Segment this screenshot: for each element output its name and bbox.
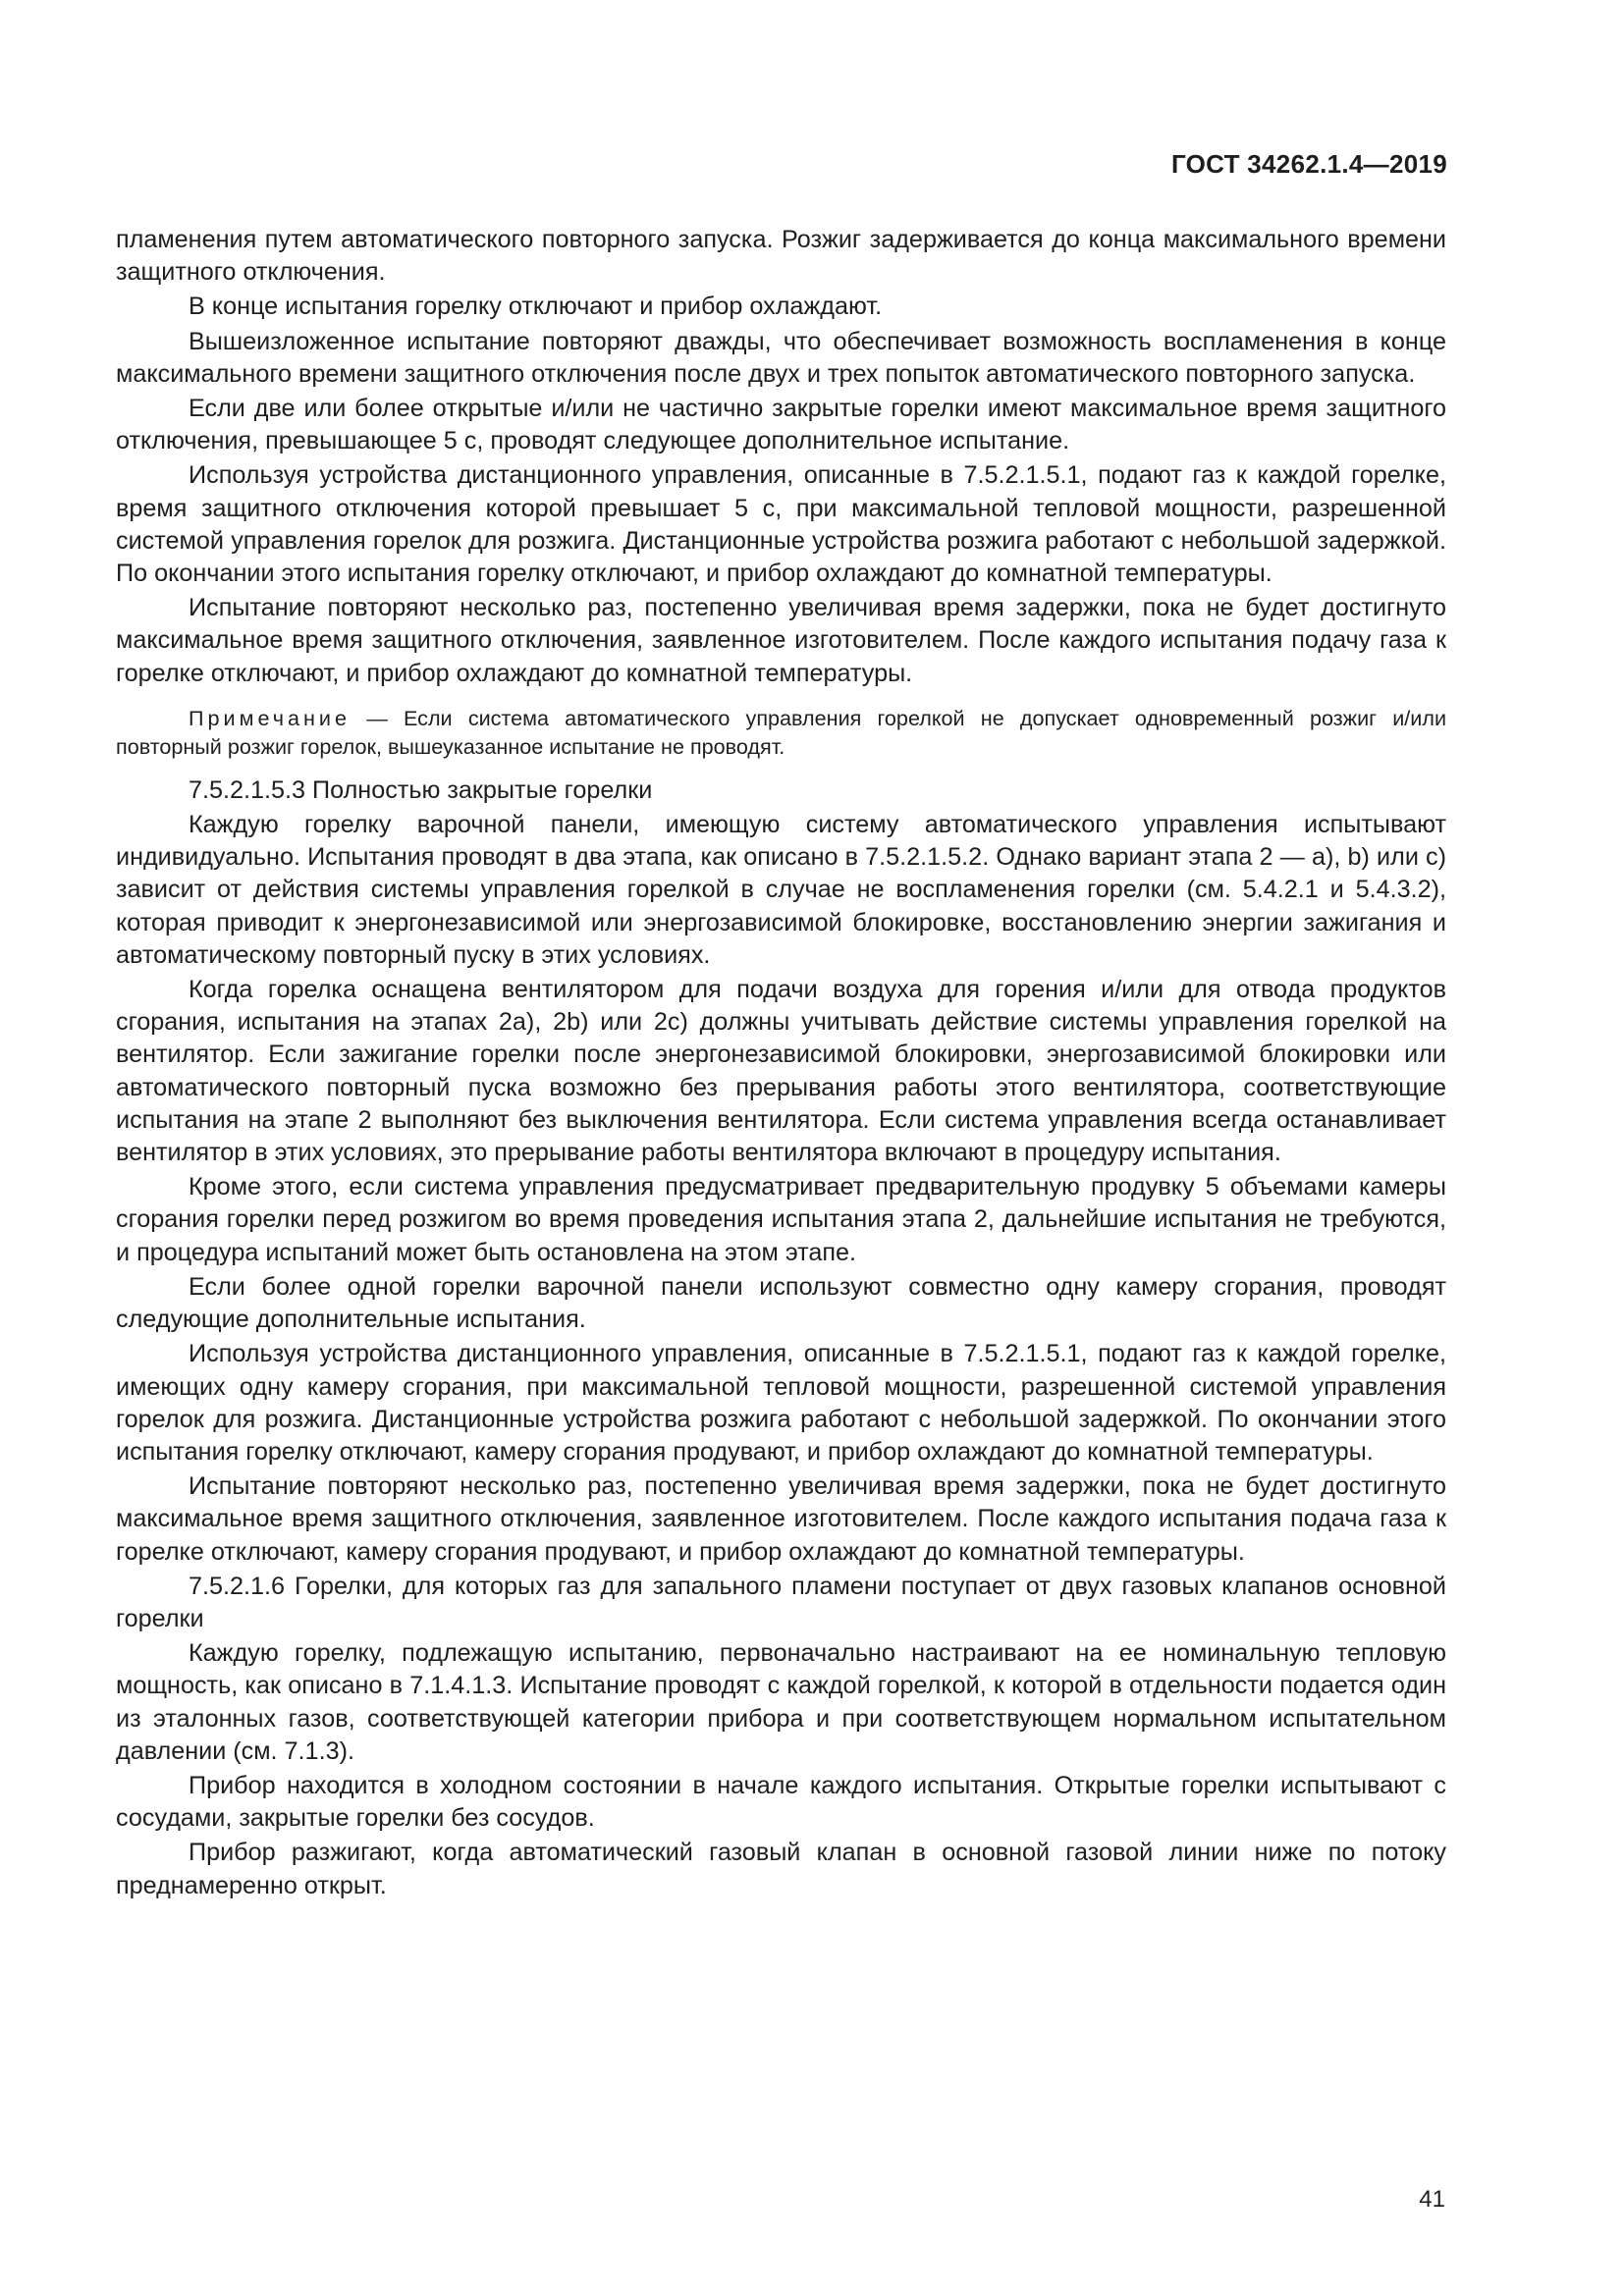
page-number: 41 <box>1419 2186 1445 2213</box>
document-header: ГОСТ 34262.1.4—2019 <box>1170 149 1447 179</box>
paragraph: Каждую горелку варочной панели, имеющую систему автоматического управления испытывают индивидуально. Испытания проводят в два этапа, как описано в 7.5.2.1.5.2. Однако вариант этапа 2 — а), b) или с) зависит от действия системы управления горелкой в случае не воспламенения горелки (см. 5.4.2.1 и 5.4.3.2), которая приводит к энергонезависимой или энергозависимой блокировке, восстановлению энергии зажигания и автоматическому повторный пуску в этих условиях. <box>116 811 1446 969</box>
paragraph: Используя устройства дистанционного управления, описанные в 7.5.2.1.5.1, подают газ к каждой горелке, имеющих одну камеру сгорания, при максимальной тепловой мощности, разрешенной системой управления горелок для розжига. Дистанционные устройства розжига работают с небольшой задержкой. По окончании этого испытания горелку отключают, камеру сгорания продувают, и прибор охлаждают до комнатной температуры. <box>116 1340 1446 1466</box>
note-text: — Если система автоматического управления горелкой не допускает одновременный розжиг и/или повторный розжиг горелок, вышеуказанное испытание не проводят. <box>116 705 1446 759</box>
note-label: Примечание <box>189 705 351 730</box>
paragraph: Прибор находится в холодном состоянии в начале каждого испытания. Открытые горелки испытывают с сосудами, закрытые горелки без сосудов. <box>116 1771 1446 1833</box>
paragraph: Вышеизложенное испытание повторяют дважды, что обеспечивает возможность воспламенения в конце максимального времени защитного отключения после двух и трех попыток автоматического повторного запуска. <box>116 327 1446 388</box>
note <box>116 704 1446 761</box>
paragraph: Когда горелка оснащена вентилятором для подачи воздуха для горения и/или для отвода продуктов сгорания, испытания на этапах 2а), 2b) или 2с) должны учитывать действие системы управления горелкой на вентилятор. Если зажигание горелки после энергонезависимой блокировки, энергозависимой блокировки или автоматического повторный пуска возможно без прерывания работы этого вентилятора, соответствующие испытания на этапе 2 выполняют без выключения вентилятора. Если система управления всегда останавливает вентилятор в этих условиях, это прерывание работы вентилятора включают в процедуру испытания. <box>116 976 1446 1167</box>
paragraph: Каждую горелку, подлежащую испытанию, первоначально настраивают на ее номинальную тепловую мощность, как описано в 7.1.4.1.3. Испытание проводят с каждой горелкой, к которой в отдельности подается один из эталонных газов, соответствующей категории прибора и при соответствующем нормальном испытательном давлении (см. 7.1.3). <box>116 1639 1446 1765</box>
section-heading: 7.5.2.1.5.3 Полностью закрытые горелки <box>189 775 653 804</box>
paragraph: Испытание повторяют несколько раз, постепенно увеличивая время задержки, пока не будет достигнуто максимальное время защитного отключения, заявленное изготовителем. После каждого испытания подачу газа к горелке отключают, и прибор охлаждают до комнатной температуры. <box>116 594 1446 687</box>
paragraph: Испытание повторяют несколько раз, постепенно увеличивая время задержки, пока не будет достигнуто максимальное время защитного отключения, заявленное изготовителем. После каждого испытания подача газа к горелке отключают, камеру сгорания продувают, и прибор охлаждают до комнатной температуры. <box>116 1472 1446 1566</box>
paragraph: В конце испытания горелку отключают и прибор охлаждают. <box>189 293 883 321</box>
paragraph: пламенения путем автоматического повторного запуска. Розжиг задерживается до конца максимального времени защитного отключения. <box>116 226 1446 287</box>
paragraph: Если две или более открытые и/или не частично закрытые горелки имеют максимальное время защитного отключения, превышающее 5 с, проводят следующее дополнительное испытание. <box>116 395 1446 455</box>
document-body <box>116 224 1446 1904</box>
paragraph: Используя устройства дистанционного управления, описанные в 7.5.2.1.5.1, подают газ к каждой горелке, время защитного отключения которой превышает 5 с, при максимальной тепловой мощности, разрешенной системой управления горелок для розжига. Дистанционные устройства розжига работают с небольшой задержкой. По окончании этого испытания горелку отключают, и прибор охлаждают до комнатной температуры. <box>116 461 1446 588</box>
paragraph: Кроме этого, если система управления предусматривает предварительную продувку 5 объемами камеры сгорания горелки перед розжигом во время проведения испытания этапа 2, дальнейшие испытания не требуются, и процедура испытаний может быть остановлена на этом этапе. <box>116 1173 1446 1266</box>
section-heading: 7.5.2.1.6 Горелки, для которых газ для запального пламени поступает от двух газовых клапанов основной горелки <box>116 1572 1446 1632</box>
paragraph: Прибор разжигают, когда автоматический газовый клапан в основной газовой линии ниже по потоку преднамеренно открыт. <box>116 1839 1446 1899</box>
paragraph: Если более одной горелки варочной панели используют совместно одну камеру сгорания, проводят следующие дополнительные испытания. <box>116 1272 1446 1334</box>
